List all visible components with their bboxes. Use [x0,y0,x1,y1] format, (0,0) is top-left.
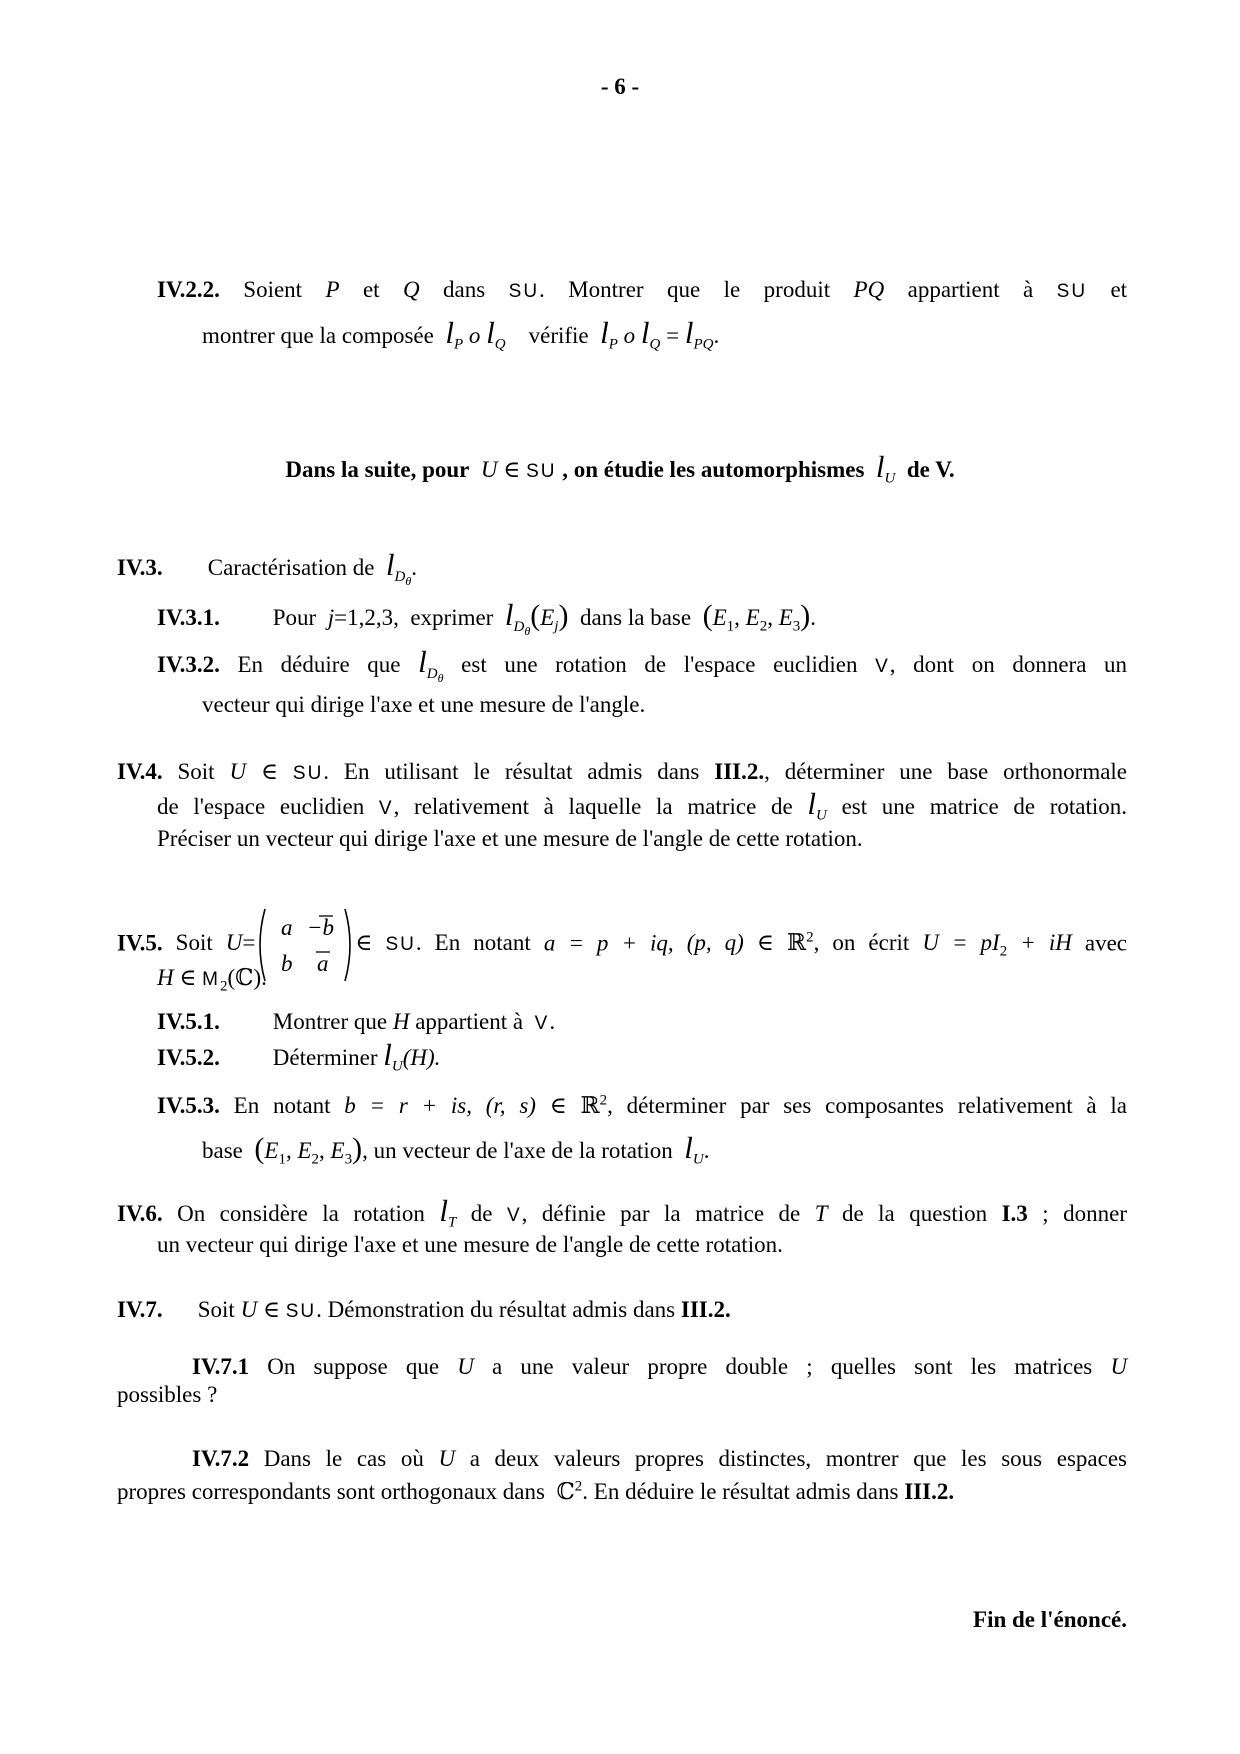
matrix-u [255,905,355,985]
question-4-2-2-line-2: montrer que la composée $l_P$ o $l_Q$ vérifie $l_P$ o $l_Q = l_{PQ}$. [202,315,720,353]
question-number: IV.6. [117,1201,163,1226]
question-number: IV.5. [117,930,163,956]
question-4-2-2-line-1: IV.2.2. Soient P et Q dans SU. Montrer que le produit PQ appartient à SU et [157,277,1128,302]
question-4-7: IV.7. Soit U ∈ SU. Démonstration du résultat admis dans III.2. [117,1295,731,1327]
question-number: IV.4. [117,759,163,784]
question-number: IV.7. [117,1297,163,1322]
question-number: IV.5.1. [157,1009,220,1034]
question-4-6-line-2: un vecteur qui dirige l'axe et une mesure de l'angle de cette rotation. [157,1232,783,1257]
question-number: IV.3.2. [157,652,220,677]
page-number: - 6 - [600,74,640,99]
question-4-5-line-2: H ∈ $M_2(ℂ)$. [157,965,267,995]
matrix-cell-a-bar: a [317,951,329,976]
question-4-4-line-1: IV.4. Soit U ∈ SU. En utilisant le résultat admis dans III.2., déterminer une base orthonormale [117,759,1128,784]
question-number: IV.7.1 [192,1354,250,1379]
question-4-5-2: IV.5.2. Déterminer $l_U(H)$. [157,1037,441,1075]
question-number: IV.5.2. [157,1045,220,1070]
question-4-6-line-1: IV.6. On considère la rotation $l_T$ de V, définie par la matrice de T de la question I.3 ; donner [117,1193,1128,1231]
question-number: IV.3.1. [157,605,220,630]
matrix-cell-b: b [281,951,293,976]
question-4-4-line-3: Préciser un vecteur qui dirige l'axe et une mesure de l'angle de cette rotation. [157,826,863,851]
question-4-5-3-line-1: IV.5.3. En notant b = r + is, (r, s) ∈ ℝ$^2$, déterminer par ses composantes relativement à la [157,1092,1128,1118]
question-4-5-1: IV.5.1. Montrer que H appartient à V. [157,1007,555,1039]
set-su: SU [508,281,540,302]
question-4-7-1-line-1: IV.7.1 On suppose que U a une valeur propre double ; quelles sont les matrices U [192,1354,1128,1379]
question-number: IV.3. [117,555,163,580]
question-4-5-3-line-2: base ($E_1$, $E_2$, $E_3$), un vecteur de l'axe de la rotation $l_U$. [202,1130,710,1168]
end-of-statement: Fin de l'énoncé. [973,1607,1127,1632]
question-4-7-1-line-2: possibles ? [117,1382,218,1407]
question-4-4-line-2: de l'espace euclidien V, relativement à laquelle la matrice de $l_U$ est une matrice de rotation. [157,786,1128,824]
question-4-3-2-line-2: vecteur qui dirige l'axe et une mesure de l'angle. [202,692,646,717]
question-4-7-2-line-1: IV.7.2 Dans le cas où U a deux valeurs propres distinctes, montrer que les sous espaces [192,1446,1127,1471]
question-4-3-2-line-1: IV.3.2. En déduire que $l_{D_\theta}$ est une rotation de l'espace euclidien V, dont on donnera un [157,644,1128,685]
question-4-7-2-line-2: propres correspondants sont orthogonaux dans ℂ$^2$. En déduire le résultat admis dans III.2. [117,1478,955,1504]
question-4-3: IV.3. Caractérisation de $l_{D_\theta}$. [117,547,418,588]
question-number: IV.2.2. [157,277,220,302]
question-number: IV.7.2 [192,1446,250,1471]
question-4-3-1: IV.3.1. Pour j=1,2,3, exprimer $l_{D_\theta}(E_j)$ dans la base ($E_1$, $E_2$, $E_3$). [157,597,817,638]
question-number: IV.5.3. [157,1093,220,1118]
section-intro: Dans la suite, pour U ∈ SU , on étudie les automorphismes $l_U$ de V. [285,449,955,487]
matrix-cell-a: a [281,915,293,940]
question-4-5-line-1: IV.5. Soit U= a −b b a ∈ SU. En notant a = p + iq, (p, q) ∈ ℝ$^2$, on écrit $U = pI_2$ + iH avec [117,905,1127,985]
matrix-cell-neg-b: −b [307,915,335,940]
